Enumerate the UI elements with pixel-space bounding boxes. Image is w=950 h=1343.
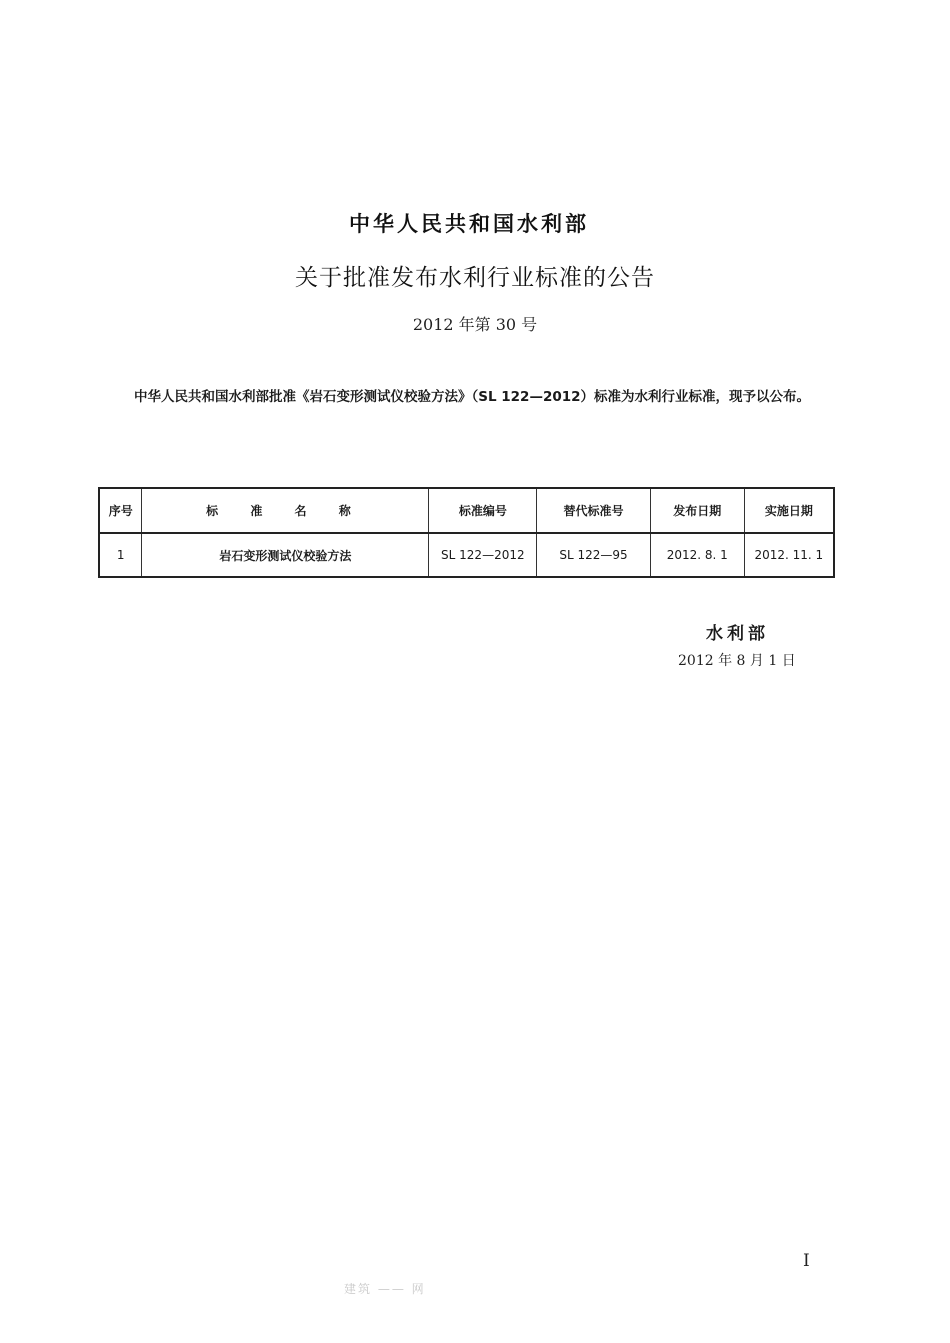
issuer-title: 中华人民共和国水利部 (349, 212, 589, 236)
signature-organization: 水利部 (706, 624, 769, 644)
col-header-name: 标 准 名 称 (142, 488, 429, 533)
cell-standard-no: SL 122—2012 (429, 533, 537, 577)
watermark: 建筑 —— 网 (344, 1282, 426, 1296)
page-number: I (803, 1251, 810, 1271)
cell-index: 1 (99, 533, 142, 577)
standards-table (98, 487, 835, 578)
col-header-effective-date: 实施日期 (744, 488, 834, 533)
announcement-title: 关于批准发布水利行业标准的公告 (295, 265, 655, 291)
cell-replaced-no: SL 122—95 (537, 533, 651, 577)
cell-effective-date: 2012. 11. 1 (744, 533, 834, 577)
cell-issue-date: 2012. 8. 1 (650, 533, 744, 577)
signature-date: 2012 年 8 月 1 日 (678, 653, 796, 669)
cell-name: 岩石变形测试仪校验方法 (142, 533, 429, 577)
col-header-issue-date: 发布日期 (650, 488, 744, 533)
col-header-index: 序号 (99, 488, 142, 533)
table-row (99, 533, 834, 577)
col-header-standard-no: 标准编号 (429, 488, 537, 533)
announcement-body: 中华人民共和国水利部批准《岩石变形测试仪校验方法》（SL 122—2012）标准为水利行业标准，现予以公布。 (134, 389, 811, 405)
table-header-row (99, 488, 834, 533)
document-number: 2012 年第 30 号 (412, 315, 538, 334)
col-header-replaced-no: 替代标准号 (537, 488, 651, 533)
